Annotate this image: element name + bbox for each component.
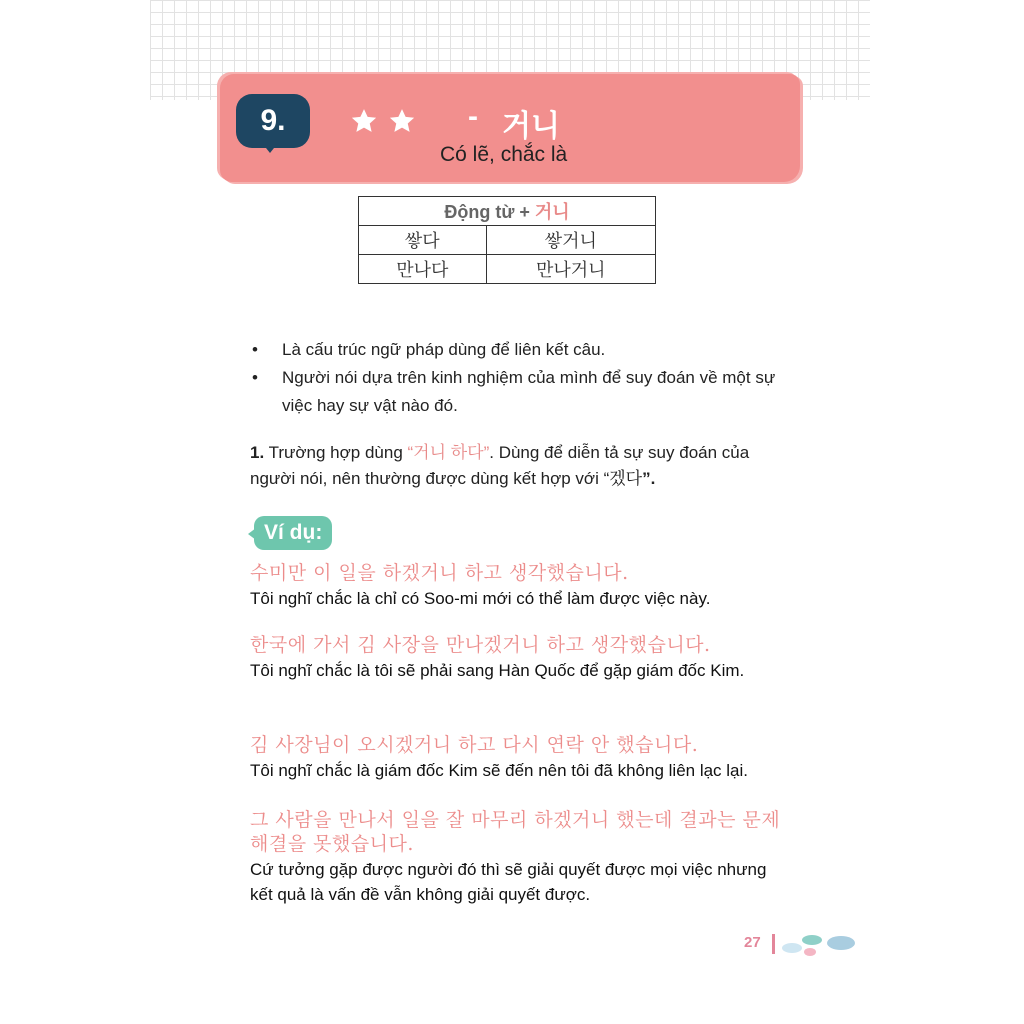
table-header-row: [359, 197, 656, 226]
cloud-icon: [778, 930, 860, 960]
example-translation: Tôi nghĩ chắc là giám đốc Kim sẽ đến nên tôi đã không liên lạc lại.: [250, 761, 749, 780]
example-korean: 김 사장님이 오시겠거니 하고 다시 연락 안 했습니다.: [250, 734, 699, 756]
grammar-meaning: Có lẽ, chắc là: [440, 143, 568, 166]
page-number: 27: [744, 934, 761, 951]
table-cell: 쌓거니: [486, 226, 655, 255]
list-item: • Là cấu trúc ngữ pháp dùng để liên kết câu.: [252, 340, 606, 359]
badge-tail: [262, 143, 278, 153]
example-translation: Tôi nghĩ chắc là chỉ có Soo-mi mới có thể làm được việc này.: [250, 589, 711, 608]
table-cell: 만나거니: [486, 255, 655, 284]
table-header: Động từ + 거니: [359, 197, 656, 226]
page-number-bar: [772, 934, 775, 954]
grammar-title: 거니: [502, 109, 560, 144]
example-translation: Tôi nghĩ chắc là tôi sẽ phải sang Hàn Quốc để gặp giám đốc Kim.: [250, 661, 745, 680]
difficulty-stars: [348, 106, 418, 136]
example-label: Ví dụ:: [254, 516, 332, 550]
list-item: • Người nói dựa trên kinh nghiệm của mình để suy đoán về một sự việc hay sự vật nào đó.: [252, 368, 776, 415]
example-korean: 그 사람을 만나서 일을 잘 마무리 하겠거니 했는데 결과는 문제 해결을 못했습니다.: [250, 809, 781, 855]
example-korean: 한국에 가서 김 사장을 만나겠거니 하고 생각했습니다.: [250, 634, 711, 656]
table-row: [359, 255, 656, 284]
table-cell: 쌓다: [359, 226, 487, 255]
star-icon: [348, 106, 380, 136]
example-item: [250, 561, 790, 611]
example-item: [250, 633, 790, 683]
lesson-number-badge: [236, 94, 310, 148]
usage-note: 1. Trường hợp dùng “거니 하다”. Dùng để diễn tả sự suy đoán của người nói, nên thường được dùng kết hợp với “겠다”.: [250, 443, 750, 488]
lesson-number: 9.: [260, 104, 286, 137]
example-item: [250, 808, 790, 907]
example-item: [250, 733, 790, 783]
star-icon: [386, 106, 418, 136]
table-cell: 만나다: [359, 255, 487, 284]
example-korean: 수미만 이 일을 하겠거니 하고 생각했습니다.: [250, 562, 629, 584]
conjugation-table: [358, 196, 656, 284]
table-row: [359, 226, 656, 255]
bullet-list: [252, 336, 792, 420]
title-dash: -: [468, 100, 478, 133]
example-translation: Cứ tưởng gặp được người đó thì sẽ giải quyết được mọi việc nhưng kết quả là vấn đề vẫn không giải quyết được.: [250, 860, 767, 904]
